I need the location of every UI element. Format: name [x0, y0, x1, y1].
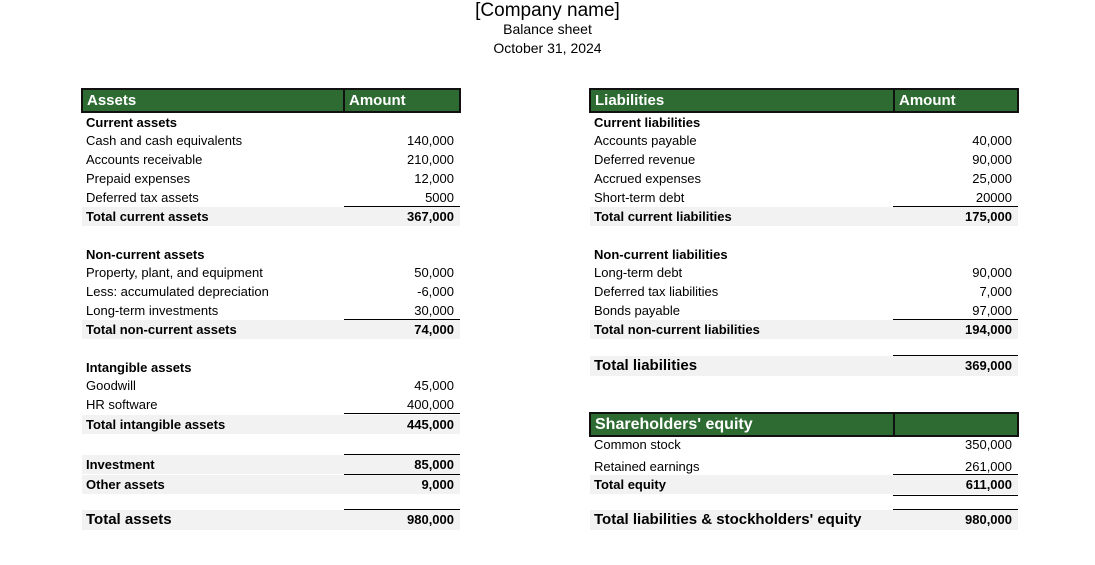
- row-amount: 5000: [425, 190, 454, 205]
- total-amount: 369,000: [965, 358, 1012, 373]
- total-amount: 194,000: [965, 322, 1012, 337]
- row-amount: 50,000: [414, 265, 454, 280]
- table-row: [82, 150, 460, 169]
- section-title-current-assets: [82, 113, 460, 132]
- table-row: [590, 282, 1018, 301]
- equity-header: [589, 412, 1019, 437]
- row-label: Deferred tax assets: [86, 190, 199, 205]
- total-label: Total equity: [594, 477, 666, 492]
- investment-row: [82, 455, 460, 474]
- total-equity-row: [590, 475, 1018, 494]
- section-title-label: Current assets: [86, 115, 178, 130]
- row-amount: 90,000: [972, 265, 1012, 280]
- total-label: Total assets: [86, 511, 172, 528]
- section-title-non-current-liabilities: [590, 245, 1018, 264]
- table-row: [590, 263, 1018, 282]
- table-row: [82, 263, 460, 282]
- total-amount: 74,000: [414, 322, 454, 337]
- total-label: Total non-current liabilities: [594, 322, 760, 337]
- total-row-non-current-assets: [82, 320, 460, 339]
- company-name: [Company name]: [475, 0, 620, 21]
- row-label: Accounts receivable: [86, 152, 203, 167]
- row-label: Deferred tax liabilities: [594, 284, 719, 299]
- underline-rule: [344, 413, 460, 414]
- total-amount: 980,000: [965, 512, 1012, 527]
- total-label: Total liabilities: [594, 357, 698, 374]
- table-row: [590, 301, 1018, 320]
- row-label: Short-term debt: [594, 190, 685, 205]
- table-row: [82, 188, 460, 207]
- row-label: Long-term investments: [86, 303, 219, 318]
- header-divider: [343, 90, 345, 111]
- liabilities-header-label: Liabilities: [595, 92, 665, 109]
- section-title-label: Current liabilities: [594, 115, 701, 130]
- report-date: October 31, 2024: [493, 40, 602, 56]
- liabilities-amount-header: Amount: [899, 92, 956, 109]
- total-label: Total non-current assets: [86, 322, 237, 337]
- table-row: [82, 301, 460, 320]
- section-title-label: Non-current liabilities: [594, 247, 728, 262]
- row-amount: 9,000: [421, 477, 454, 492]
- table-row: [590, 188, 1018, 207]
- row-label: Other assets: [86, 477, 165, 492]
- equity-header-label: Shareholders' equity: [595, 416, 753, 433]
- liabilities-header: [589, 88, 1019, 113]
- row-amount: 45,000: [414, 378, 454, 393]
- total-liabilities-row: [590, 356, 1018, 376]
- total-amount: 611,000: [965, 477, 1012, 492]
- total-label: Total current liabilities: [594, 209, 732, 224]
- row-label: Retained earnings: [594, 459, 700, 474]
- underline-rule: [893, 495, 1018, 496]
- total-amount: 367,000: [407, 209, 454, 224]
- row-amount: 85,000: [414, 457, 454, 472]
- row-amount: 7,000: [979, 284, 1012, 299]
- header-divider: [893, 90, 895, 111]
- total-amount: 175,000: [965, 209, 1012, 224]
- row-amount: 210,000: [407, 152, 454, 167]
- row-amount: 140,000: [407, 133, 454, 148]
- row-label: Property, plant, and equipment: [86, 265, 263, 280]
- total-row-current-liabilities: [590, 207, 1018, 226]
- section-title-label: Intangible assets: [86, 360, 192, 375]
- total-row-current-assets: [82, 207, 460, 226]
- row-amount: 400,000: [407, 397, 454, 412]
- row-label: Investment: [86, 457, 155, 472]
- row-amount: 20000: [975, 190, 1012, 205]
- section-title-current-liabilities: [590, 113, 1018, 132]
- table-row: [82, 169, 460, 188]
- total-label: Total current assets: [86, 209, 209, 224]
- table-row: [82, 131, 460, 150]
- document-title: Balance sheet: [503, 21, 592, 37]
- row-amount: 12,000: [414, 171, 454, 186]
- section-title-non-current-assets: [82, 245, 460, 264]
- table-row: [82, 376, 460, 395]
- row-label: Goodwill: [86, 378, 136, 393]
- table-row: [82, 395, 460, 414]
- other-assets-row: [82, 475, 460, 494]
- assets-header-label: Assets: [87, 92, 137, 109]
- section-title-intangible-assets: [82, 358, 460, 377]
- row-label: Deferred revenue: [594, 152, 696, 167]
- section-title-label: Non-current assets: [86, 247, 205, 262]
- row-label: Common stock: [594, 437, 681, 452]
- total-label: Total liabilities & stockholders' equity: [594, 511, 862, 528]
- row-label: Less: accumulated depreciation: [86, 284, 269, 299]
- table-row: [590, 131, 1018, 150]
- row-amount: 30,000: [414, 303, 454, 318]
- row-label: Cash and cash equivalents: [86, 133, 243, 148]
- row-label: Accounts payable: [594, 133, 697, 148]
- row-label: Prepaid expenses: [86, 171, 191, 186]
- row-amount: 97,000: [972, 303, 1012, 318]
- grand-total-row: [590, 510, 1018, 530]
- assets-header: [81, 88, 461, 113]
- table-row: [82, 282, 460, 301]
- table-row: [590, 435, 1018, 454]
- table-row: [590, 169, 1018, 188]
- header-divider: [893, 414, 895, 435]
- assets-amount-header: Amount: [349, 92, 406, 109]
- row-amount: 350,000: [965, 437, 1012, 452]
- row-amount: 90,000: [972, 152, 1012, 167]
- row-amount: -6,000: [417, 284, 454, 299]
- total-amount: 980,000: [407, 512, 454, 527]
- row-amount: 40,000: [972, 133, 1012, 148]
- row-amount: 25,000: [972, 171, 1012, 186]
- row-amount: 261,000: [965, 459, 1012, 474]
- row-label: Long-term debt: [594, 265, 683, 280]
- row-label: Bonds payable: [594, 303, 681, 318]
- total-row-non-current-liabilities: [590, 320, 1018, 339]
- total-amount: 445,000: [407, 417, 454, 432]
- row-label: HR software: [86, 397, 158, 412]
- row-label: Accrued expenses: [594, 171, 701, 186]
- total-row-intangible-assets: [82, 415, 460, 434]
- total-label: Total intangible assets: [86, 417, 226, 432]
- table-row: [590, 150, 1018, 169]
- total-assets-row: [82, 510, 460, 530]
